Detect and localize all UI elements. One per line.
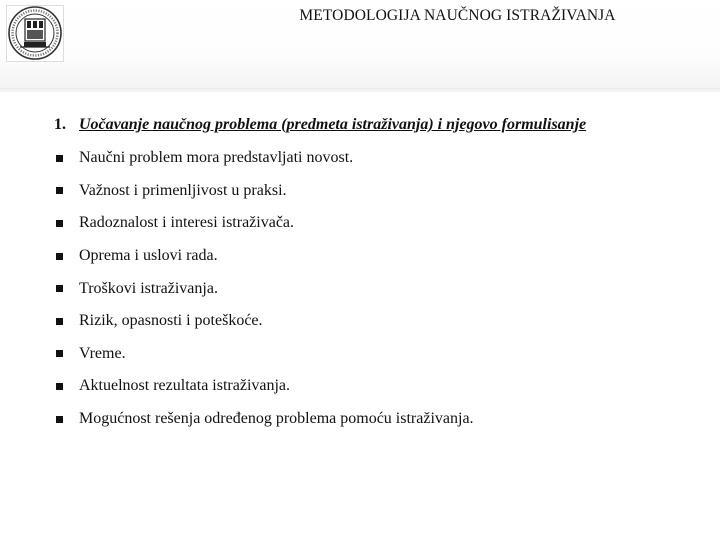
list-item-text: Radoznalost i interesi istraživača. [79, 214, 295, 232]
list-item [54, 403, 694, 436]
square-bullet-icon [56, 253, 63, 260]
list-item [54, 370, 694, 403]
square-bullet-icon [56, 416, 63, 423]
list-item-text: Važnost i primenljivost u praksi. [79, 181, 287, 199]
square-bullet-icon [56, 155, 63, 162]
section-number: 1. [54, 116, 66, 133]
list-item [54, 338, 694, 371]
page-title: METODOLOGIJA NAUČNOG ISTRAŽIVANJA [299, 7, 616, 24]
square-bullet-icon [56, 318, 63, 325]
header-divider [0, 88, 720, 91]
list-item [54, 305, 694, 338]
list-item-text: Rizik, opasnosti i poteškoće. [79, 312, 263, 330]
section-heading [54, 116, 586, 134]
criteria-list [54, 142, 694, 435]
list-item-text: Naučni problem mora predstavljati novost. [79, 149, 354, 167]
square-bullet-icon [56, 187, 63, 194]
list-item [54, 207, 694, 240]
square-bullet-icon [56, 220, 63, 227]
list-item-text: Mogućnost rešenja određenog problema pomoću istraživanja. [79, 410, 474, 428]
list-item-text: Vreme. [79, 344, 126, 362]
square-bullet-icon [56, 350, 63, 357]
list-item-text: Troškovi istraživanja. [79, 279, 218, 297]
list-item [54, 142, 694, 175]
list-item [54, 240, 694, 273]
list-item [54, 272, 694, 305]
university-seal-logo-icon [6, 5, 64, 62]
list-item-text: Aktuelnost rezultata istraživanja. [79, 377, 291, 395]
square-bullet-icon [56, 285, 63, 292]
square-bullet-icon [56, 383, 63, 390]
section-heading-text: Uočavanje naučnog problema (predmeta istraživanja) i njegovo formulisanje [79, 116, 587, 133]
list-item-text: Oprema i uslovi rada. [79, 247, 218, 265]
list-item [54, 175, 694, 208]
